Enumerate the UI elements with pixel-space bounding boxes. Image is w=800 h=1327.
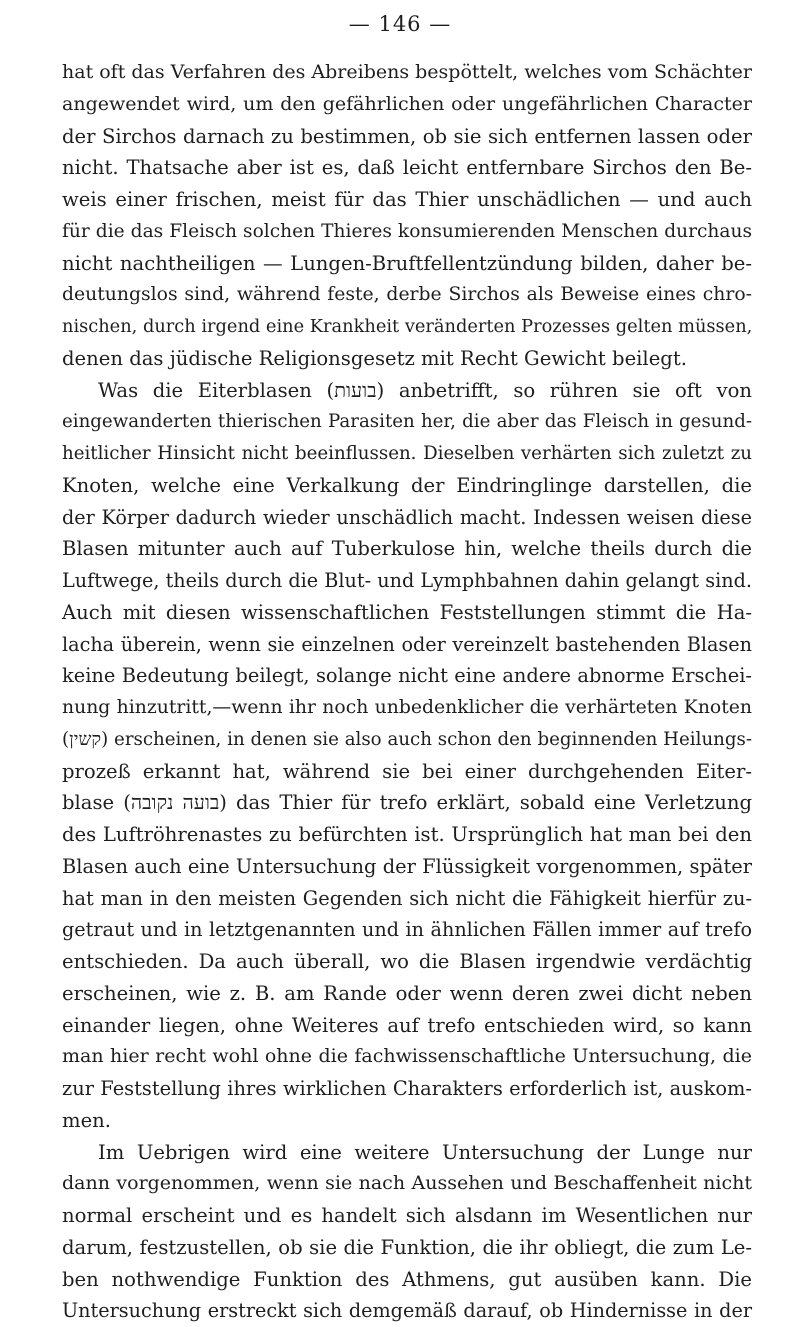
text-line: Auch mit diesen wissenschaftlichen Feststellungen stimmt die Ha-: [62, 600, 752, 624]
text-line: ben nothwendige Funktion des Athmens, gut ausüben kann. Die: [62, 1267, 752, 1291]
text-line: hat man in den meisten Gegenden sich nicht die Fähigkeit hierfür zu-: [62, 886, 752, 910]
text-line: für die das Fleisch solchen Thieres konsumierenden Menschen durchaus: [62, 220, 752, 242]
text-line: darum, festzustellen, ob sie die Funktion, die ihr obliegt, die zum Le-: [62, 1235, 752, 1259]
text-line: des Luftröhrenastes zu befürchten ist. Ursprünglich hat man bei den: [62, 823, 752, 846]
text-line: getraut und in letztgenannten und in ähnlichen Fällen immer auf trefo: [62, 918, 752, 942]
text-line: Was die Eiterblasen (בועות) anbetrifft, so rühren sie oft von: [98, 378, 752, 402]
text-line: der Körper dadurch wieder unschädlich macht. Indessen weisen diese: [62, 505, 752, 529]
text-line: (קשין) erscheinen, in denen sie also auch schon den beginnenden Heilungs-: [62, 728, 752, 750]
text-line: eingewanderten thierischen Parasiten her, die aber das Fleisch in gesund-: [62, 411, 752, 433]
text-line: erscheinen, wie z. B. am Rande oder wenn deren zwei dicht neben: [62, 981, 752, 1005]
text-line: Blasen auch eine Untersuchung der Flüssigkeit vorgenommen, später: [62, 854, 752, 878]
text-line: nischen, durch irgend eine Krankheit veränderten Prozesses gelten müssen,: [62, 316, 753, 337]
text-line: Luftwege, theils durch die Blut- und Lymphbahnen dahin gelangt sind.: [62, 569, 752, 592]
text-line: deutungslos sind, während feste, derbe Sirchos als Beweise eines chro-: [62, 284, 752, 306]
page-number: — 146 —: [348, 12, 452, 36]
text-line: Blasen mitunter auch auf Tuberkulose hin, welche theils durch die: [62, 537, 752, 561]
text-line: dann vorgenommen, wenn sie nach Aussehen und Beschaffenheit nicht: [62, 1172, 752, 1195]
text-line: keine Bedeutung beilegt, solange nicht eine andere abnorme Erschei-: [62, 664, 752, 688]
text-line: einander liegen, ohne Weiteres auf trefo entschieden wird, so kann: [62, 1013, 752, 1037]
text-line: man hier recht wohl ohne die fachwissenschaftliche Untersuchung, die: [62, 1045, 752, 1068]
text-line: weis einer frischen, meist für das Thier unschädlichen — und auch: [62, 188, 752, 211]
text-line: prozeß erkannt hat, während sie bei einer durchgehenden Eiter-: [62, 759, 752, 783]
text-line: zur Feststellung ihres wirklichen Charakters erforderlich ist, auskom-: [62, 1077, 752, 1100]
text-line: hat oft das Verfahren des Abreibens bespöttelt, welches vom Schächter: [62, 61, 752, 83]
text-line: entschieden. Da auch überall, wo die Blasen irgendwie verdächtig: [62, 950, 752, 973]
text-line: der Sirchos darnach zu bestimmen, ob sie sich entfernen lassen oder: [62, 124, 752, 148]
text-line: blase (בועה נקובה) das Thier für trefo erklärt, sobald eine Verletzung: [62, 791, 753, 815]
text-line: nicht nachtheiligen — Lungen-Bruftfellentzündung bilden, daher be-: [62, 251, 752, 275]
text-line: Knoten, welche eine Verkalkung der Eindringlinge darstellen, die: [62, 473, 752, 497]
text-line: normal erscheint und es handelt sich alsdann im Wesentlichen nur: [62, 1204, 752, 1227]
text-line: denen das jüdische Religionsgesetz mit Recht Gewicht beilegt.: [62, 346, 687, 370]
text-line: nicht. Thatsache aber ist es, daß leicht entfernbare Sirchos den Be-: [62, 156, 752, 180]
text-line: heitlicher Hinsicht nicht beeinflussen. Dieselben verhärten sich zuletzt zu: [62, 443, 752, 464]
body-text: [62, 57, 752, 1327]
text-line: Im Uebrigen wird eine weitere Untersuchung der Lunge nur: [98, 1140, 752, 1164]
text-line: Untersuchung erstreckt sich demgemäß darauf, ob Hindernisse in der: [62, 1299, 752, 1323]
text-line: lacha überein, wenn sie einzelnen oder vereinzelt bastehenden Blasen: [62, 632, 752, 656]
text-line: nung hinzutritt,—wenn ihr noch unbedenklicher die verhärteten Knoten: [62, 697, 752, 718]
text-line: angewendet wird, um den gefährlichen oder ungefährlichen Character: [62, 92, 752, 115]
text-line: men.: [62, 1108, 112, 1132]
